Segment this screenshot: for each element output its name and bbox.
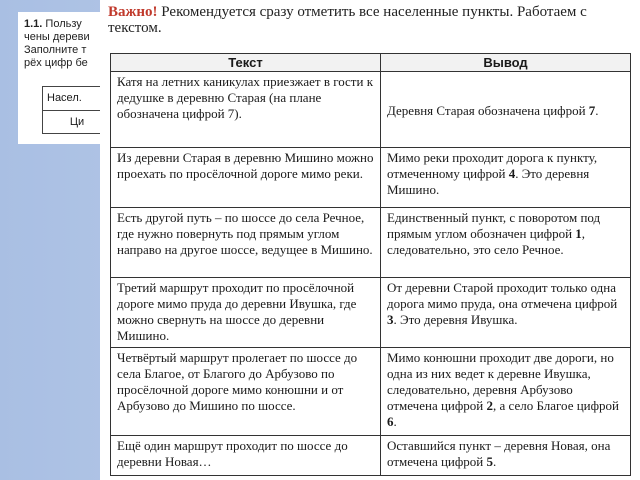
table-row <box>111 208 631 278</box>
output-cell: Мимо конюшни проходит две дороги, но одна из них ведет к деревне Ивушка, следовательно, деревня Арбузово отмечена цифрой 2, а село Благое цифрой 6. <box>381 348 631 436</box>
text-cell: Есть другой путь – по шоссе до села Речное, где нужно повернуть под прямым углом направо на другое шоссе, ведущее в Мишино. <box>111 208 381 278</box>
background-line-1: 1.1. Пользу <box>24 18 82 30</box>
table-row <box>111 348 631 436</box>
background-line-3: Заполните т <box>24 44 87 56</box>
background-table-cell: Ци <box>43 110 112 134</box>
table-row <box>111 148 631 208</box>
text-cell: Третий маршрут проходит по просёлочной дороге мимо пруда до деревни Ивушка, где можно свернуть на шоссе до деревни Мишино. <box>111 278 381 348</box>
table-row <box>111 278 631 348</box>
output-cell: Мимо реки проходит дорога к пункту, отмеченному цифрой 4. Это деревня Мишино. <box>381 148 631 208</box>
header <box>108 4 636 36</box>
column-header-text: Текст <box>111 54 381 72</box>
output-cell: От деревни Старой проходит только одна дорога мимо пруда, она отмечена цифрой 3. Это деревня Ивушка. <box>381 278 631 348</box>
output-cell: Единственный пункт, с поворотом под прямым углом обозначен цифрой 1, следовательно, это село Речное. <box>381 208 631 278</box>
text-cell: Из деревни Старая в деревню Мишино можно проехать по просёлочной дороге мимо реки. <box>111 148 381 208</box>
slide <box>100 0 640 480</box>
column-header-output: Вывод <box>381 54 631 72</box>
text-cell: Четвёртый маршрут пролегает по шоссе до села Благое, от Благого до Арбузово по просёлочной дороге мимо конюшни и от Арбузово до Мишино по шоссе. <box>111 348 381 436</box>
output-cell: Оставшийся пункт – деревня Новая, она отмечена цифрой 5. <box>381 436 631 476</box>
table-header-row <box>111 54 631 72</box>
solution-table <box>110 53 631 476</box>
text-cell: Катя на летних каникулах приезжает в гости к дедушке в деревню Старая (на плане обозначена цифрой 7). <box>111 72 381 148</box>
text-cell: Ещё один маршрут проходит по шоссе до деревни Новая… <box>111 436 381 476</box>
output-cell: Деревня Старая обозначена цифрой 7. <box>381 72 631 148</box>
table-row <box>111 72 631 148</box>
header-text: Рекомендуется сразу отметить все населенные пункты. Работаем с текстом. <box>108 4 587 36</box>
important-label: Важно! <box>108 4 158 20</box>
background-table-cell: Насел. <box>43 87 112 111</box>
table-row <box>111 436 631 476</box>
background-line-2: чены дереви <box>24 31 90 43</box>
background-line-4: рёх цифр бе <box>24 57 88 69</box>
